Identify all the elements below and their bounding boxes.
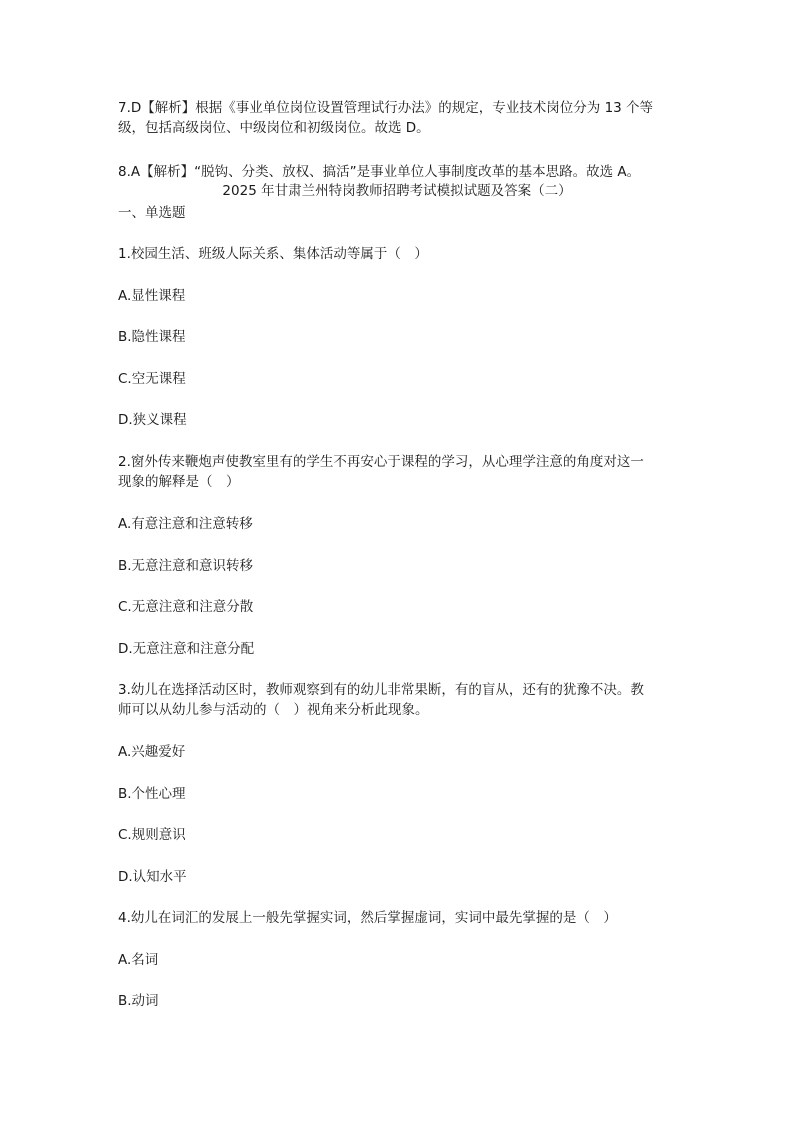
answer-7-line-1: 7.D【解析】根据《事业单位岗位设置管理试行办法》的规定，专业技术岗位分为 13 个等 [118,100,654,116]
question-4-option-a: A.名词 [118,952,159,968]
answer-8: 8.A【解析】“脱钩、分类、放权、搞活”是事业单位人事制度改革的基本思路。故选 A。 [118,164,641,180]
question-4-stem: 4.幼儿在词汇的发展上一般先掌握实词，然后掌握虚词，实词中最先掌握的是（ ） [118,910,617,926]
question-3-option-c: C.规则意识 [118,827,186,843]
question-3-stem-line-1: 3.幼儿在选择活动区时，教师观察到有的幼儿非常果断，有的盲从，还有的犹豫不决。教 [118,682,644,698]
question-2-option-a: A.有意注意和注意转移 [118,516,253,532]
question-2-option-c: C.无意注意和注意分散 [118,599,254,615]
answer-7-line-2: 级，包括高级岗位、中级岗位和初级岗位。故选 D。 [118,120,430,136]
question-2-option-d: D.无意注意和注意分配 [118,641,255,657]
question-4-option-b: B.动词 [118,993,159,1009]
question-1-option-b: B.隐性课程 [118,329,186,345]
section-heading: 一、单选题 [118,205,186,221]
question-1-option-c: C.空无课程 [118,371,186,387]
question-3-option-d: D.认知水平 [118,869,187,885]
question-2-stem-line-2: 现象的解释是（ ） [118,474,240,490]
question-1-option-a: A.显性课程 [118,288,186,304]
question-2-option-b: B.无意注意和意识转移 [118,558,254,574]
question-3-option-b: B.个性心理 [118,786,186,802]
page-title: 2025 年甘肃兰州特岗教师招聘考试模拟试题及答案（二） [222,183,572,199]
question-3-stem-line-2: 师可以从幼儿参与活动的（ ）视角来分析此现象。 [118,702,429,718]
question-1-stem: 1.校园生活、班级人际关系、集体活动等属于（ ） [118,246,428,262]
question-1-option-d: D.狭义课程 [118,412,187,428]
question-3-option-a: A.兴趣爱好 [118,744,186,760]
question-2-stem-line-1: 2.窗外传来鞭炮声使教室里有的学生不再安心于课程的学习，从心理学注意的角度对这一 [118,454,644,470]
